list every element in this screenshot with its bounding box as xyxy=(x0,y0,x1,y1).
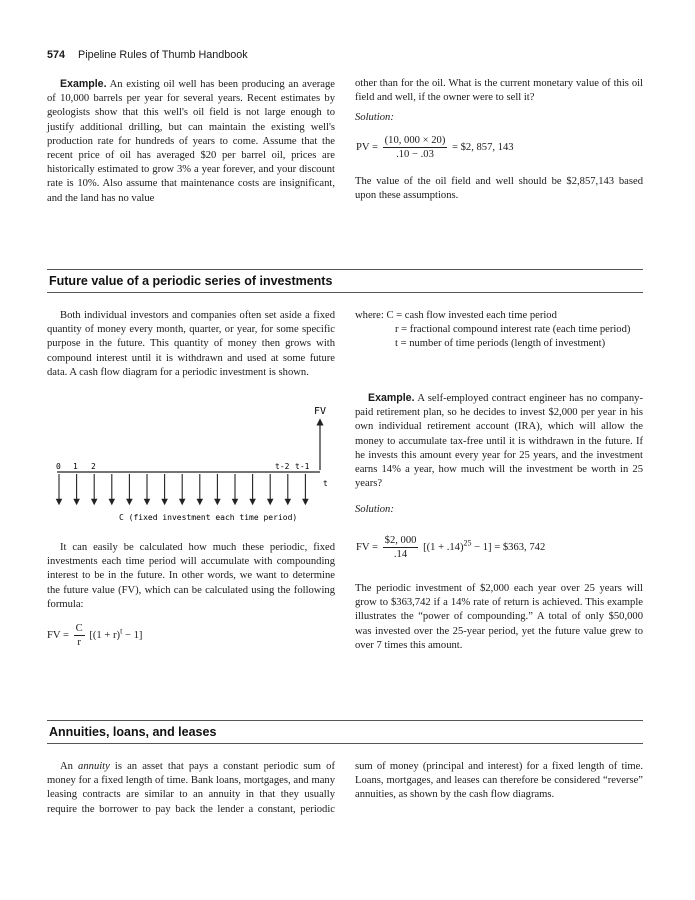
pv-numerator: (10, 000 × 20) xyxy=(384,135,446,146)
fv-formula-body-open: [(1 + r) xyxy=(89,629,121,641)
pv-equation xyxy=(356,134,514,161)
section-rule-top xyxy=(47,269,643,270)
diagram-caption: C (fixed investment each time period) xyxy=(119,513,298,522)
page-header xyxy=(47,49,248,61)
oil-conclusion-text: The value of the oil field and well should be $2,857,143 based upon these assumptions. xyxy=(355,176,643,202)
where-r: r = fractional compound interest rate (each time period) xyxy=(395,324,631,335)
future-value-explanation-text: It can easily be calculated how much these periodic, fixed investments each time period will accumulate with compounding interest to be in the future. In other words, we want to determine the future value (FV), which can be calculated using the following formula: xyxy=(47,542,335,610)
tick-t-minus-1: t-1 xyxy=(295,462,310,471)
where-c: where: C = cash flow invested each time period xyxy=(355,310,557,321)
oil-example-continuation xyxy=(355,77,643,126)
pv-fraction xyxy=(383,134,448,161)
ira-example-text: A self-employed contract engineer has no company-paid retirement plan, so he decides to invest $2,000 per year in his own individual retirement account (IRA), which will allow the money to accumulate tax-free until it is withdrawn in the future. If he invests this amount every year for 25 years, and the investment earns 14% a year, how much will the investment be worth in 25 years? xyxy=(355,393,643,490)
future-value-intro-text: Both individual investors and companies often set aside a fixed quantity of money every month, quarter, or year, for some specific purpose in the future. This quantity of money then grows with compound interest until it is withdrawn and used at some future data. A cash flow diagram for a periodic investment is shown. xyxy=(47,310,335,378)
variable-definitions xyxy=(355,309,643,351)
where-t: t = number of time periods (length of investment) xyxy=(395,338,606,349)
ira-eq-den: .14 xyxy=(393,549,408,560)
annuity-term: annuity xyxy=(78,761,110,772)
oil-example-paragraph xyxy=(47,77,335,206)
pv-lhs: PV = xyxy=(356,141,378,153)
oil-solution-label: Solution: xyxy=(355,112,394,124)
ira-eq-exp: 25 xyxy=(463,538,472,548)
fv-formula-body-close: − 1] xyxy=(122,629,143,641)
ira-eq-num: $2, 000 xyxy=(384,535,417,546)
ira-conclusion-text: The periodic investment of $2,000 each year over 25 years will grow to $363,742 if a 14% rate of return is achieved. This example illustrates the “power of compounding.” A total of only $50,000 was invested over the 25-year period, yet the future value grew to over 7 times this amount. xyxy=(355,583,643,651)
fv-formula-exp: t xyxy=(120,626,123,636)
future-value-intro xyxy=(47,309,335,380)
ira-eq-body-close: − 1] xyxy=(471,541,492,553)
oil-conclusion xyxy=(355,175,643,203)
annuities-text-pre: An xyxy=(60,761,79,772)
ira-example xyxy=(355,391,643,518)
section-title-annuities: Annuities, loans, and leases xyxy=(49,725,217,739)
fv-formula-fraction xyxy=(74,622,85,649)
section2-rule-top xyxy=(47,720,643,721)
ira-conclusion xyxy=(355,582,643,653)
tick-t: t xyxy=(323,479,328,488)
section-rule-bottom xyxy=(47,292,643,293)
section2-rule-bottom xyxy=(47,743,643,744)
page-number: 574 xyxy=(47,49,66,61)
annuities-text-post: is an asset that pays a constant periodic sum of money for a fixed length of time. Bank loans, mortgages, and many leasing contracts are similar to an annuity in that they usually require the borrower to pay back the lender a constant, periodic sum of money (principal and interest) for a fixed length of time. Loans, mortgages, and leases can therefore be considered “reverse” annuities, as shown by the cash flow diagrams. xyxy=(47,761,643,815)
example-lead: Example. xyxy=(60,78,107,90)
tick-0: 0 xyxy=(56,462,61,471)
tick-2: 2 xyxy=(91,462,96,471)
pv-denominator: .10 − .03 xyxy=(396,149,434,160)
oil-example-text: An existing oil well has been producing an average of 10,000 barrels per year for several years. Recent estimates by geologists show that this well's oil field is not large enough to justify additional drilling, but can maintain the existing well's production rate for hundreds of years to come. Assume that the recent price of oil has averaged $20 per barrel oil, prices are historically estimated to grow 3% a year forever, and your discount rate is 10%. Also assume that maintenance costs are insignificant, and the land has no value xyxy=(47,79,335,204)
section-title-future-value: Future value of a periodic series of investments xyxy=(49,274,333,288)
cash-flow-diagram-svg xyxy=(47,400,337,525)
ira-solution-label: Solution: xyxy=(355,504,394,516)
tick-t-minus-2: t-2 xyxy=(275,462,290,471)
tick-1: 1 xyxy=(73,462,78,471)
fv-label: FV xyxy=(314,406,327,417)
future-value-explanation xyxy=(47,541,335,612)
ira-example-lead: Example. xyxy=(368,392,415,404)
fv-formula-num: C xyxy=(75,623,83,634)
oil-example-continuation-text: other than for the oil. What is the current monetary value of this oil field and well, if the owner were to sell it? xyxy=(355,78,643,104)
pv-rhs: = $2, 857, 143 xyxy=(452,141,514,153)
ira-eq-body-open: [(1 + .14) xyxy=(423,541,464,553)
fv-formula-lhs: FV = xyxy=(47,629,69,641)
annuities-paragraph xyxy=(47,760,643,820)
book-title: Pipeline Rules of Thumb Handbook xyxy=(78,49,248,61)
ira-eq-fraction xyxy=(383,534,419,561)
ira-eq-rhs: = $363, 742 xyxy=(494,541,546,553)
ira-equation xyxy=(356,534,545,561)
ira-eq-lhs: FV = xyxy=(356,541,378,553)
cash-flow-diagram xyxy=(47,400,337,525)
fv-formula-den: r xyxy=(77,637,81,648)
fv-formula xyxy=(47,622,142,649)
